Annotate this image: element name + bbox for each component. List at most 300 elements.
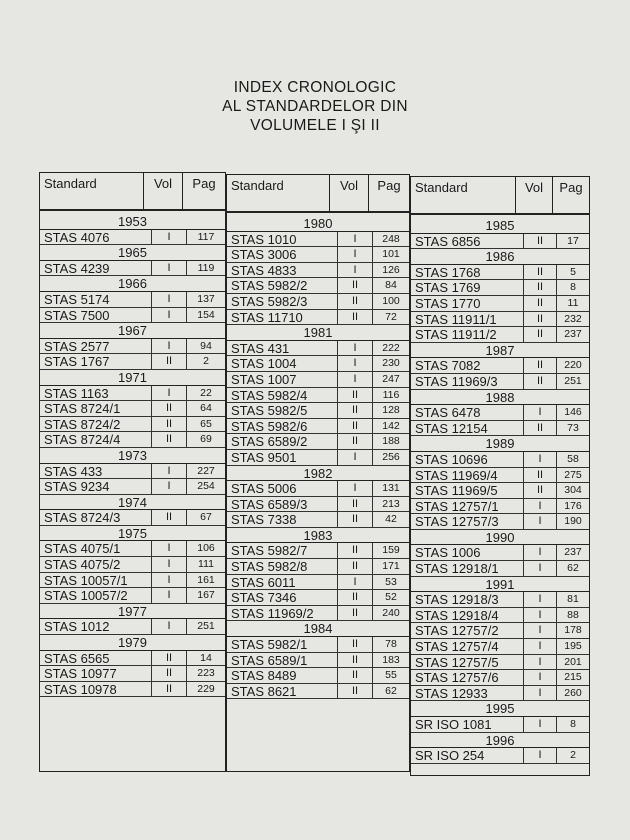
vol-cell: II <box>151 417 186 433</box>
vol-cell: II <box>337 590 372 606</box>
pag-cell: 240 <box>372 606 409 622</box>
year-heading: 1975 <box>40 526 225 542</box>
table-row <box>40 557 225 573</box>
vol-cell: I <box>151 386 186 402</box>
table-row <box>411 639 589 655</box>
standard-cell: STAS 12757/3 <box>411 514 523 530</box>
pag-cell: 2 <box>556 748 589 764</box>
year-heading: 1971 <box>40 370 225 386</box>
standard-cell: STAS 5006 <box>227 481 337 497</box>
vol-cell: II <box>337 543 372 559</box>
vol-cell: I <box>337 247 372 263</box>
vol-cell: I <box>337 263 372 279</box>
pag-cell: 251 <box>186 619 225 635</box>
pag-cell: 42 <box>372 512 409 528</box>
table-row <box>411 592 589 608</box>
standard-cell: STAS 4239 <box>40 261 151 277</box>
vol-cell: I <box>523 686 556 702</box>
table-row <box>227 232 409 248</box>
vol-cell: II <box>151 432 186 448</box>
standard-cell: STAS 10057/2 <box>40 588 151 604</box>
vol-cell: II <box>523 280 556 296</box>
pag-cell: 78 <box>372 637 409 653</box>
year-heading: 1967 <box>40 323 225 339</box>
vol-cell: I <box>151 573 186 589</box>
standard-cell: STAS 7346 <box>227 590 337 606</box>
table-row <box>227 247 409 263</box>
column-body <box>227 213 409 699</box>
standard-cell: STAS 6565 <box>40 651 151 667</box>
table-row <box>411 514 589 530</box>
pag-cell: 161 <box>186 573 225 589</box>
table-row <box>411 483 589 499</box>
pag-cell: 260 <box>556 686 589 702</box>
standard-cell: STAS 11969/4 <box>411 468 523 484</box>
vol-cell: I <box>523 717 556 733</box>
table-row <box>227 653 409 669</box>
table-row <box>411 452 589 468</box>
pag-cell: 62 <box>372 684 409 700</box>
standard-cell: STAS 5982/6 <box>227 419 337 435</box>
standard-cell: STAS 12933 <box>411 686 523 702</box>
year-heading: 1973 <box>40 448 225 464</box>
standard-cell: STAS 1163 <box>40 386 151 402</box>
table-row <box>40 510 225 526</box>
vol-cell: II <box>337 497 372 513</box>
index-column-2 <box>226 174 410 772</box>
table-row <box>40 308 225 324</box>
table-row <box>40 619 225 635</box>
vol-cell: I <box>151 479 186 495</box>
index-column-3 <box>410 176 590 776</box>
vol-cell: I <box>523 514 556 530</box>
vol-cell: II <box>337 278 372 294</box>
vol-cell: I <box>523 499 556 515</box>
pag-cell: 188 <box>372 434 409 450</box>
title-line-1: INDEX CRONOLOGIC <box>233 79 397 96</box>
table-row <box>227 310 409 326</box>
column-header <box>40 173 225 211</box>
table-row <box>227 278 409 294</box>
standard-cell: STAS 1012 <box>40 619 151 635</box>
table-row <box>411 234 589 250</box>
vol-cell: II <box>337 388 372 404</box>
vol-cell: I <box>151 619 186 635</box>
table-row <box>411 545 589 561</box>
standard-cell: STAS 6589/3 <box>227 497 337 513</box>
pag-cell: 53 <box>372 575 409 591</box>
vol-cell: I <box>337 232 372 248</box>
standard-cell: STAS 431 <box>227 341 337 357</box>
vol-cell: II <box>523 421 556 437</box>
table-row <box>40 573 225 589</box>
pag-cell: 195 <box>556 639 589 655</box>
standard-cell: STAS 11911/2 <box>411 327 523 343</box>
column-header <box>227 175 409 213</box>
vol-cell: I <box>523 748 556 764</box>
table-row <box>411 561 589 577</box>
table-row <box>227 341 409 357</box>
pag-cell: 230 <box>372 356 409 372</box>
pag-cell: 69 <box>186 432 225 448</box>
column-body <box>40 211 225 697</box>
standard-cell: SR ISO 1081 <box>411 717 523 733</box>
pag-cell: 142 <box>372 419 409 435</box>
table-row <box>40 230 225 246</box>
pag-cell: 256 <box>372 450 409 466</box>
standard-cell: STAS 7338 <box>227 512 337 528</box>
standard-cell: STAS 1006 <box>411 545 523 561</box>
vol-cell: I <box>523 592 556 608</box>
year-heading: 1995 <box>411 701 589 717</box>
pag-cell: 275 <box>556 468 589 484</box>
column-body <box>411 215 589 764</box>
standard-cell: STAS 7500 <box>40 308 151 324</box>
pag-cell: 62 <box>556 561 589 577</box>
pag-cell: 106 <box>186 541 225 557</box>
year-heading: 1983 <box>227 528 409 544</box>
pag-cell: 183 <box>372 653 409 669</box>
year-heading: 1966 <box>40 276 225 292</box>
pag-cell: 22 <box>186 386 225 402</box>
pag-cell: 201 <box>556 655 589 671</box>
year-heading: 1986 <box>411 249 589 265</box>
standard-cell: STAS 5174 <box>40 292 151 308</box>
table-row <box>411 499 589 515</box>
table-row <box>40 479 225 495</box>
pag-cell: 14 <box>186 651 225 667</box>
vol-cell: II <box>523 265 556 281</box>
pag-cell: 237 <box>556 327 589 343</box>
table-row <box>40 401 225 417</box>
table-row <box>227 590 409 606</box>
year-heading: 1985 <box>411 218 589 234</box>
pag-cell: 55 <box>372 668 409 684</box>
pag-cell: 171 <box>372 559 409 575</box>
standard-cell: STAS 1010 <box>227 232 337 248</box>
pag-cell: 126 <box>372 263 409 279</box>
vol-cell: II <box>523 358 556 374</box>
table-row <box>40 541 225 557</box>
table-row <box>411 717 589 733</box>
table-row <box>40 339 225 355</box>
standard-cell: STAS 9501 <box>227 450 337 466</box>
vol-cell: I <box>151 541 186 557</box>
vol-cell: I <box>151 588 186 604</box>
standard-cell: STAS 8489 <box>227 668 337 684</box>
standard-cell: STAS 12154 <box>411 421 523 437</box>
standard-cell: STAS 2577 <box>40 339 151 355</box>
vol-cell: II <box>151 401 186 417</box>
year-heading: 1996 <box>411 733 589 749</box>
table-row <box>227 575 409 591</box>
table-row <box>40 666 225 682</box>
header-pag: Pag <box>192 176 216 191</box>
title-line-2: AL STANDARDELOR DIN <box>222 98 408 115</box>
standard-cell: STAS 9234 <box>40 479 151 495</box>
vol-cell: I <box>523 608 556 624</box>
standard-cell: STAS 12757/6 <box>411 670 523 686</box>
table-row <box>40 417 225 433</box>
standard-cell: STAS 5982/5 <box>227 403 337 419</box>
pag-cell: 100 <box>372 294 409 310</box>
table-row <box>40 432 225 448</box>
pag-cell: 251 <box>556 374 589 390</box>
table-row <box>411 405 589 421</box>
year-heading: 1979 <box>40 635 225 651</box>
vol-cell: II <box>523 483 556 499</box>
table-row <box>411 686 589 702</box>
vol-cell: II <box>337 668 372 684</box>
vol-cell: II <box>337 310 372 326</box>
pag-cell: 220 <box>556 358 589 374</box>
table-row <box>227 559 409 575</box>
page-title <box>0 78 630 135</box>
standard-cell: STAS 10696 <box>411 452 523 468</box>
header-pag: Pag <box>559 180 583 195</box>
vol-cell: I <box>523 452 556 468</box>
table-row <box>411 312 589 328</box>
year-heading: 1988 <box>411 390 589 406</box>
vol-cell: II <box>151 666 186 682</box>
vol-cell: II <box>337 606 372 622</box>
pag-cell: 17 <box>556 234 589 250</box>
vol-cell: II <box>337 684 372 700</box>
vol-cell: II <box>337 653 372 669</box>
year-heading: 1984 <box>227 621 409 637</box>
year-heading: 1987 <box>411 343 589 359</box>
year-heading: 1974 <box>40 495 225 511</box>
header-standard: Standard <box>227 175 330 211</box>
table-row <box>227 543 409 559</box>
standard-cell: STAS 1767 <box>40 354 151 370</box>
table-row <box>40 682 225 698</box>
year-heading: 1953 <box>40 214 225 230</box>
pag-cell: 213 <box>372 497 409 513</box>
pag-cell: 84 <box>372 278 409 294</box>
standard-cell: STAS 12918/4 <box>411 608 523 624</box>
standard-cell: STAS 12757/4 <box>411 639 523 655</box>
standard-cell: STAS 12918/1 <box>411 561 523 577</box>
vol-cell: I <box>523 655 556 671</box>
standard-cell: STAS 5982/8 <box>227 559 337 575</box>
title-line-3: VOLUMELE I ŞI II <box>250 117 380 134</box>
vol-cell: I <box>337 481 372 497</box>
pag-cell: 11 <box>556 296 589 312</box>
vol-cell: I <box>151 292 186 308</box>
header-standard: Standard <box>40 173 144 209</box>
standard-cell: STAS 6589/2 <box>227 434 337 450</box>
standard-cell: STAS 1768 <box>411 265 523 281</box>
standard-cell: STAS 5982/7 <box>227 543 337 559</box>
vol-cell: II <box>337 419 372 435</box>
pag-cell: 229 <box>186 682 225 698</box>
standard-cell: STAS 10057/1 <box>40 573 151 589</box>
pag-cell: 247 <box>372 372 409 388</box>
table-row <box>227 606 409 622</box>
table-row <box>411 623 589 639</box>
standard-cell: STAS 4833 <box>227 263 337 279</box>
standard-cell: STAS 11911/1 <box>411 312 523 328</box>
vol-cell: II <box>337 434 372 450</box>
vol-cell: II <box>337 403 372 419</box>
header-standard: Standard <box>411 177 516 213</box>
table-row <box>411 468 589 484</box>
table-row <box>227 356 409 372</box>
pag-cell: 159 <box>372 543 409 559</box>
table-row <box>411 327 589 343</box>
header-vol: Vol <box>330 175 369 211</box>
pag-cell: 254 <box>186 479 225 495</box>
vol-cell: II <box>151 651 186 667</box>
standard-cell: STAS 11710 <box>227 310 337 326</box>
standard-cell: STAS 11969/3 <box>411 374 523 390</box>
standard-cell: STAS 6478 <box>411 405 523 421</box>
standard-cell: STAS 8724/4 <box>40 432 151 448</box>
pag-cell: 2 <box>186 354 225 370</box>
table-row <box>40 261 225 277</box>
standard-cell: STAS 8724/1 <box>40 401 151 417</box>
vol-cell: II <box>523 234 556 250</box>
vol-cell: I <box>523 670 556 686</box>
year-heading: 1980 <box>227 216 409 232</box>
pag-cell: 119 <box>186 261 225 277</box>
header-pag: Pag <box>377 178 401 193</box>
pag-cell: 88 <box>556 608 589 624</box>
table-row <box>40 651 225 667</box>
year-heading: 1965 <box>40 245 225 261</box>
standard-cell: STAS 4076 <box>40 230 151 246</box>
header-vol: Vol <box>516 177 553 213</box>
table-row <box>227 263 409 279</box>
standard-cell: STAS 6856 <box>411 234 523 250</box>
year-heading: 1989 <box>411 436 589 452</box>
standard-cell: STAS 6011 <box>227 575 337 591</box>
pag-cell: 8 <box>556 280 589 296</box>
standard-cell: STAS 11969/5 <box>411 483 523 499</box>
pag-cell: 237 <box>556 545 589 561</box>
standard-cell: STAS 8621 <box>227 684 337 700</box>
pag-cell: 176 <box>556 499 589 515</box>
standard-cell: STAS 1007 <box>227 372 337 388</box>
vol-cell: II <box>151 354 186 370</box>
table-row <box>411 280 589 296</box>
vol-cell: I <box>523 639 556 655</box>
pag-cell: 52 <box>372 590 409 606</box>
table-row <box>411 608 589 624</box>
table-row <box>227 294 409 310</box>
pag-cell: 128 <box>372 403 409 419</box>
vol-cell: I <box>151 339 186 355</box>
pag-cell: 146 <box>556 405 589 421</box>
pag-cell: 65 <box>186 417 225 433</box>
standard-cell: STAS 3006 <box>227 247 337 263</box>
pag-cell: 58 <box>556 452 589 468</box>
standard-cell: STAS 10978 <box>40 682 151 698</box>
vol-cell: I <box>151 261 186 277</box>
year-heading: 1991 <box>411 577 589 593</box>
standard-cell: STAS 4075/2 <box>40 557 151 573</box>
pag-cell: 116 <box>372 388 409 404</box>
standard-cell: STAS 1770 <box>411 296 523 312</box>
pag-cell: 215 <box>556 670 589 686</box>
pag-cell: 223 <box>186 666 225 682</box>
table-row <box>40 354 225 370</box>
column-header <box>411 177 589 215</box>
table-row <box>411 421 589 437</box>
table-row <box>411 296 589 312</box>
standard-cell: STAS 1769 <box>411 280 523 296</box>
pag-cell: 72 <box>372 310 409 326</box>
table-row <box>411 265 589 281</box>
vol-cell: I <box>337 372 372 388</box>
header-vol: Vol <box>144 173 183 209</box>
table-row <box>227 684 409 700</box>
standard-cell: STAS 5982/4 <box>227 388 337 404</box>
standard-cell: STAS 1004 <box>227 356 337 372</box>
table-row <box>227 388 409 404</box>
pag-cell: 137 <box>186 292 225 308</box>
table-row <box>411 670 589 686</box>
vol-cell: I <box>337 450 372 466</box>
standard-cell: STAS 5982/3 <box>227 294 337 310</box>
vol-cell: I <box>151 557 186 573</box>
pag-cell: 67 <box>186 510 225 526</box>
pag-cell: 178 <box>556 623 589 639</box>
standard-cell: STAS 12757/5 <box>411 655 523 671</box>
table-row <box>40 292 225 308</box>
table-row <box>227 668 409 684</box>
table-row <box>227 481 409 497</box>
standard-cell: STAS 12918/3 <box>411 592 523 608</box>
standard-cell: SR ISO 254 <box>411 748 523 764</box>
index-column-1 <box>39 172 226 772</box>
year-heading: 1990 <box>411 530 589 546</box>
standard-cell: STAS 12757/1 <box>411 499 523 515</box>
table-row <box>227 434 409 450</box>
vol-cell: I <box>151 464 186 480</box>
pag-cell: 154 <box>186 308 225 324</box>
pag-cell: 232 <box>556 312 589 328</box>
table-row <box>40 588 225 604</box>
standard-cell: STAS 5982/2 <box>227 278 337 294</box>
vol-cell: I <box>151 230 186 246</box>
pag-cell: 117 <box>186 230 225 246</box>
vol-cell: II <box>337 294 372 310</box>
table-row <box>411 358 589 374</box>
vol-cell: I <box>337 575 372 591</box>
pag-cell: 64 <box>186 401 225 417</box>
pag-cell: 73 <box>556 421 589 437</box>
vol-cell: II <box>337 559 372 575</box>
pag-cell: 131 <box>372 481 409 497</box>
vol-cell: II <box>523 296 556 312</box>
standard-cell: STAS 11969/2 <box>227 606 337 622</box>
vol-cell: I <box>151 308 186 324</box>
pag-cell: 222 <box>372 341 409 357</box>
vol-cell: I <box>523 561 556 577</box>
standard-cell: STAS 8724/2 <box>40 417 151 433</box>
vol-cell: II <box>151 510 186 526</box>
table-row <box>227 403 409 419</box>
table-row <box>411 374 589 390</box>
table-row <box>227 372 409 388</box>
vol-cell: I <box>337 356 372 372</box>
vol-cell: II <box>523 327 556 343</box>
standard-cell: STAS 10977 <box>40 666 151 682</box>
table-row <box>40 386 225 402</box>
vol-cell: II <box>337 637 372 653</box>
